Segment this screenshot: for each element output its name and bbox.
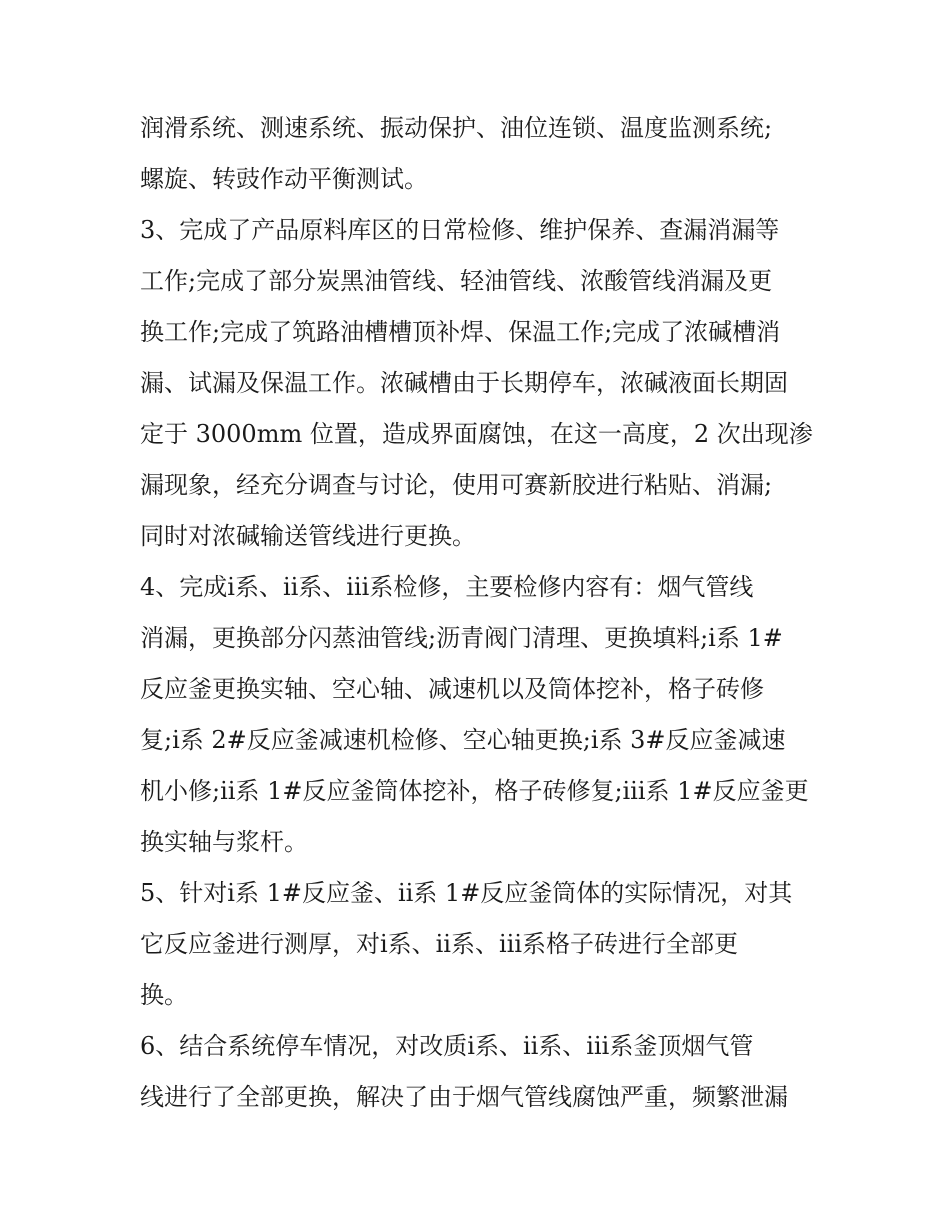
text-line: 消漏，更换部分闪蒸油管线;沥青阀门清理、更换填料;ⅰ系 1# (140, 624, 783, 652)
text-line: 定于 3000mm 位置，造成界面腐蚀，在这一高度，2 次出现渗 (140, 420, 813, 448)
text-line: 它反应釜进行测厚，对ⅰ系、ⅱ系、ⅲ系格子砖进行全部更 (140, 930, 739, 958)
paragraph-5-line: 5、针对ⅰ系 1#反应釜、ⅱ系 1#反应釜筒体的实际情况，对其 (140, 879, 793, 907)
text-line: 换工作;完成了筑路油槽槽顶补焊、保温工作;完成了浓碱槽消 (140, 318, 781, 346)
text-line: 工作;完成了部分炭黑油管线、轻油管线、浓酸管线消漏及更 (140, 267, 773, 295)
text-line: 换。 (140, 981, 188, 1009)
paragraph-4-line: 4、完成ⅰ系、ⅱ系、ⅲ系检修，主要检修内容有：烟气管线 (140, 573, 754, 601)
paragraph-6-line: 6、结合系统停车情况，对改质ⅰ系、ⅱ系、ⅲ系釜顶烟气管 (140, 1032, 754, 1060)
text-line: 线进行了全部更换，解决了由于烟气管线腐蚀严重，频繁泄漏 (140, 1083, 788, 1111)
text-line: 漏、试漏及保温工作。浓碱槽由于长期停车，浓碱液面长期固 (140, 369, 788, 397)
text-line: 漏现象，经充分调查与讨论，使用可赛新胶进行粘贴、消漏; (140, 471, 773, 499)
text-line: 复;ⅰ系 2#反应釜减速机检修、空心轴更换;ⅰ系 3#反应釜减速 (140, 726, 786, 754)
text-line: 机小修;ⅱ系 1#反应釜筒体挖补，格子砖修复;ⅲ系 1#反应釜更 (140, 777, 809, 805)
text-line: 反应釜更换实轴、空心轴、减速机以及筒体挖补，格子砖修 (140, 675, 764, 703)
text-line: 换实轴与浆杆。 (140, 828, 308, 856)
paragraph-3-line: 3、完成了产品原料库区的日常检修、维护保养、查漏消漏等 (140, 216, 780, 244)
text-line: 润滑系统、测速系统、振动保护、油位连锁、温度监测系统; (140, 114, 773, 142)
text-line: 螺旋、转豉作动平衡测试。 (140, 165, 428, 193)
text-line: 同时对浓碱输送管线进行更换。 (140, 522, 476, 550)
